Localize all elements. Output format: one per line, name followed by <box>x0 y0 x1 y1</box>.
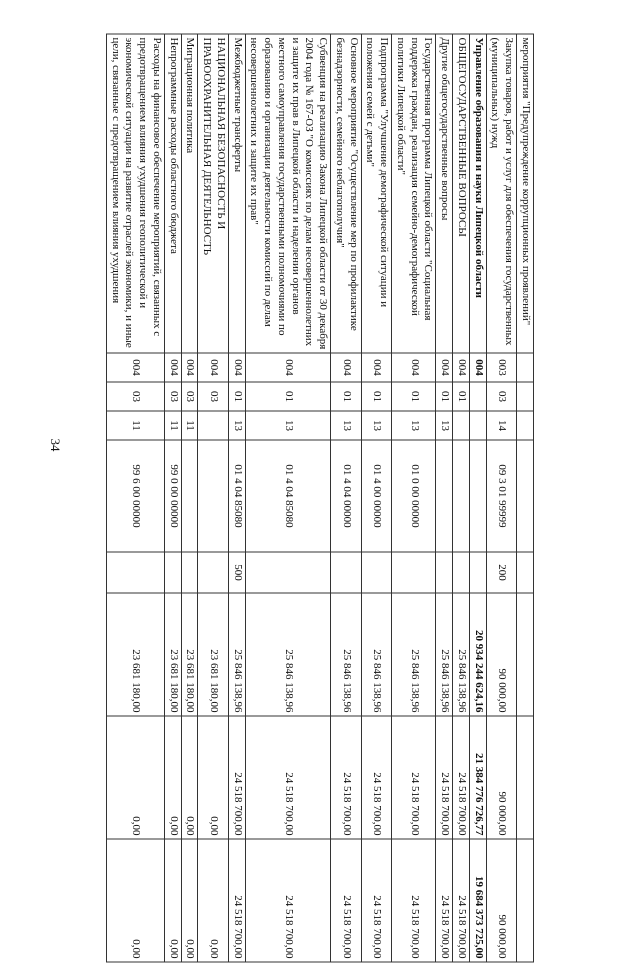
row-name-cell: ОБЩЕГОСУДАРСТВЕННЫЕ ВОПРОСЫ <box>453 34 470 353</box>
row-subsection-cell <box>517 411 534 440</box>
row-target-article-cell: 01 4 04 85080 <box>245 440 331 552</box>
row-amount-year3-cell: 24 518 700,00 <box>229 839 246 962</box>
row-target-article-cell: 99 0 00 00000 <box>165 440 182 552</box>
row-name-cell: Другие общегосударственные вопросы <box>436 34 453 353</box>
row-name-cell: Субвенция на реализацию Закона Липецкой области от 30 декабря 2004 года № 167-ОЗ "О комиссиях по делам несовершеннолетних и защите их прав в Липецкой области и наделении органов местного самоуправления государственными полномочиями по образованию и организации деятельности комиссий по делам несовершеннолетних и защите их прав" <box>245 34 331 353</box>
row-subsection-cell: 13 <box>392 411 436 440</box>
page-number: 34 <box>48 438 63 452</box>
table-row <box>361 34 392 962</box>
row-amount-year3-cell: 0,00 <box>198 839 229 962</box>
row-amount-year3-cell: 24 518 700,00 <box>453 839 470 962</box>
row-expense-type-cell <box>165 552 182 593</box>
row-grbs-cell: 004 <box>229 353 246 382</box>
row-section-cell: 01 <box>245 382 331 411</box>
row-section-cell: 01 <box>331 382 362 411</box>
row-amount-year2-cell: 90 000,00 <box>486 716 517 839</box>
row-expense-type-cell <box>107 552 165 593</box>
row-amount-year2-cell: 24 518 700,00 <box>331 716 362 839</box>
row-expense-type-cell <box>436 552 453 593</box>
table-row <box>486 34 517 962</box>
row-section-cell: 03 <box>181 382 198 411</box>
row-grbs-cell: 003 <box>486 353 517 382</box>
row-target-article-cell <box>453 440 470 552</box>
row-subsection-cell <box>198 411 229 440</box>
row-amount-year3-cell: 0,00 <box>181 839 198 962</box>
row-amount-year3-cell: 24 518 700,00 <box>392 839 436 962</box>
row-expense-type-cell <box>453 552 470 593</box>
row-subsection-cell: 11 <box>107 411 165 440</box>
row-amount-year3-cell: 0,00 <box>165 839 182 962</box>
row-amount-year2-cell: 0,00 <box>181 716 198 839</box>
row-expense-type-cell <box>392 552 436 593</box>
row-name-cell: мероприятия "Предупреждение коррупционных проявлений" <box>517 34 534 353</box>
row-subsection-cell: 13 <box>436 411 453 440</box>
row-target-article-cell: 01 0 00 00000 <box>392 440 436 552</box>
row-amount-year2-cell <box>517 716 534 839</box>
row-expense-type-cell <box>331 552 362 593</box>
row-expense-type-cell <box>181 552 198 593</box>
row-amount-year2-cell: 21 384 776 726,77 <box>470 716 487 839</box>
row-target-article-cell: 99 6 00 00000 <box>107 440 165 552</box>
table-row <box>392 34 436 962</box>
row-amount-year2-cell: 24 518 700,00 <box>361 716 392 839</box>
table-row <box>181 34 198 962</box>
row-section-cell: 01 <box>392 382 436 411</box>
table-row <box>470 34 487 962</box>
row-target-article-cell: 09 3 01 99999 <box>486 440 517 552</box>
row-amount-year2-cell: 24 518 700,00 <box>436 716 453 839</box>
row-amount-year1-cell: 25 846 138,96 <box>229 593 246 716</box>
row-target-article-cell <box>436 440 453 552</box>
row-subsection-cell: 11 <box>181 411 198 440</box>
row-amount-year2-cell: 0,00 <box>165 716 182 839</box>
row-subsection-cell: 13 <box>245 411 331 440</box>
row-subsection-cell <box>470 411 487 440</box>
row-subsection-cell: 13 <box>229 411 246 440</box>
row-section-cell: 03 <box>107 382 165 411</box>
row-amount-year2-cell: 24 518 700,00 <box>245 716 331 839</box>
row-section-cell: 01 <box>229 382 246 411</box>
row-target-article-cell: 01 4 04 85080 <box>229 440 246 552</box>
row-amount-year3-cell: 19 684 373 725,00 <box>470 839 487 962</box>
table-row <box>436 34 453 962</box>
row-grbs-cell: 004 <box>436 353 453 382</box>
row-name-cell: Основное мероприятие "Осуществление мер по профилактике безнадзорности, семейного неблагополучия" <box>331 34 362 353</box>
row-subsection-cell: 13 <box>331 411 362 440</box>
row-target-article-cell <box>181 440 198 552</box>
row-grbs-cell: 004 <box>198 353 229 382</box>
row-grbs-cell: 004 <box>470 353 487 382</box>
row-expense-type-cell <box>245 552 331 593</box>
row-grbs-cell: 004 <box>453 353 470 382</box>
row-grbs-cell: 004 <box>165 353 182 382</box>
row-grbs-cell: 004 <box>392 353 436 382</box>
row-section-cell: 03 <box>198 382 229 411</box>
budget-table <box>106 34 534 963</box>
row-grbs-cell: 004 <box>361 353 392 382</box>
row-section-cell <box>470 382 487 411</box>
row-amount-year1-cell <box>517 593 534 716</box>
row-amount-year2-cell: 0,00 <box>198 716 229 839</box>
row-target-article-cell <box>470 440 487 552</box>
row-amount-year2-cell: 24 518 700,00 <box>392 716 436 839</box>
row-name-cell: Управление образования и науки Липецкой области <box>470 34 487 353</box>
row-section-cell: 01 <box>361 382 392 411</box>
row-subsection-cell <box>453 411 470 440</box>
row-target-article-cell: 01 4 04 00000 <box>331 440 362 552</box>
row-section-cell: 03 <box>486 382 517 411</box>
row-amount-year1-cell: 25 846 138,96 <box>361 593 392 716</box>
row-expense-type-cell: 500 <box>229 552 246 593</box>
table-row <box>165 34 182 962</box>
row-grbs-cell: 004 <box>331 353 362 382</box>
row-amount-year1-cell: 20 934 244 624,16 <box>470 593 487 716</box>
row-amount-year1-cell: 23 681 180,00 <box>165 593 182 716</box>
table-row <box>331 34 362 962</box>
row-subsection-cell: 13 <box>361 411 392 440</box>
row-expense-type-cell <box>198 552 229 593</box>
row-amount-year3-cell: 90 000,00 <box>486 839 517 962</box>
row-amount-year2-cell: 24 518 700,00 <box>229 716 246 839</box>
row-grbs-cell: 004 <box>107 353 165 382</box>
table-row <box>198 34 229 962</box>
budget-table-body <box>107 34 534 962</box>
row-amount-year3-cell: 24 518 700,00 <box>331 839 362 962</box>
row-amount-year2-cell: 0,00 <box>107 716 165 839</box>
row-grbs-cell <box>517 353 534 382</box>
table-row <box>229 34 246 962</box>
row-amount-year3-cell: 24 518 700,00 <box>245 839 331 962</box>
row-amount-year1-cell: 25 846 138,96 <box>331 593 362 716</box>
row-name-cell: Межбюджетные трансферты <box>229 34 246 353</box>
row-section-cell: 01 <box>453 382 470 411</box>
row-target-article-cell <box>517 440 534 552</box>
table-row <box>517 34 534 962</box>
row-section-cell <box>517 382 534 411</box>
row-amount-year2-cell: 24 518 700,00 <box>453 716 470 839</box>
row-name-cell: Государственная программа Липецкой области "Социальная поддержка граждан, реализация семейно-демографической политики Липецкой области" <box>392 34 436 353</box>
row-amount-year3-cell: 0,00 <box>107 839 165 962</box>
table-row <box>245 34 331 962</box>
budget-table-wrapper <box>106 34 534 959</box>
row-name-cell: Непрограммные расходы областного бюджета <box>165 34 182 353</box>
table-row <box>453 34 470 962</box>
row-amount-year3-cell: 24 518 700,00 <box>436 839 453 962</box>
row-expense-type-cell <box>470 552 487 593</box>
row-name-cell: Миграционная политика <box>181 34 198 353</box>
row-target-article-cell: 01 4 00 00000 <box>361 440 392 552</box>
row-subsection-cell: 11 <box>165 411 182 440</box>
row-name-cell: НАЦИОНАЛЬНАЯ БЕЗОПАСНОСТЬ И ПРАВООХРАНИТЕЛЬНАЯ ДЕЯТЕЛЬНОСТЬ <box>198 34 229 353</box>
row-amount-year3-cell: 24 518 700,00 <box>361 839 392 962</box>
row-section-cell: 03 <box>165 382 182 411</box>
row-expense-type-cell <box>517 552 534 593</box>
row-expense-type-cell <box>361 552 392 593</box>
row-name-cell: Подпрограмма "Улучшение демографической ситуации и положения семей с детьми" <box>361 34 392 353</box>
row-amount-year1-cell: 23 681 180,00 <box>181 593 198 716</box>
row-amount-year1-cell: 25 846 138,96 <box>453 593 470 716</box>
row-name-cell: Расходы на финансовое обеспечение мероприятий, связанных с предотвращением влияния ухудшения геополитической и экономической ситуации на развитие отраслей экономики, и иные цели, связанные с предотвращением влияния ухудшения <box>107 34 165 353</box>
row-amount-year1-cell: 23 681 180,00 <box>198 593 229 716</box>
row-amount-year1-cell: 25 846 138,96 <box>392 593 436 716</box>
row-amount-year1-cell: 90 000,00 <box>486 593 517 716</box>
row-grbs-cell: 004 <box>181 353 198 382</box>
row-target-article-cell <box>198 440 229 552</box>
row-section-cell: 01 <box>436 382 453 411</box>
row-grbs-cell: 004 <box>245 353 331 382</box>
row-name-cell: Закупка товаров, работ и услуг для обеспечения государственных (муниципальных) нужд <box>486 34 517 353</box>
row-amount-year1-cell: 25 846 138,96 <box>436 593 453 716</box>
row-amount-year1-cell: 23 681 180,00 <box>107 593 165 716</box>
row-expense-type-cell: 200 <box>486 552 517 593</box>
row-amount-year1-cell: 25 846 138,96 <box>245 593 331 716</box>
row-subsection-cell: 14 <box>486 411 517 440</box>
table-row <box>107 34 165 962</box>
row-amount-year3-cell <box>517 839 534 962</box>
